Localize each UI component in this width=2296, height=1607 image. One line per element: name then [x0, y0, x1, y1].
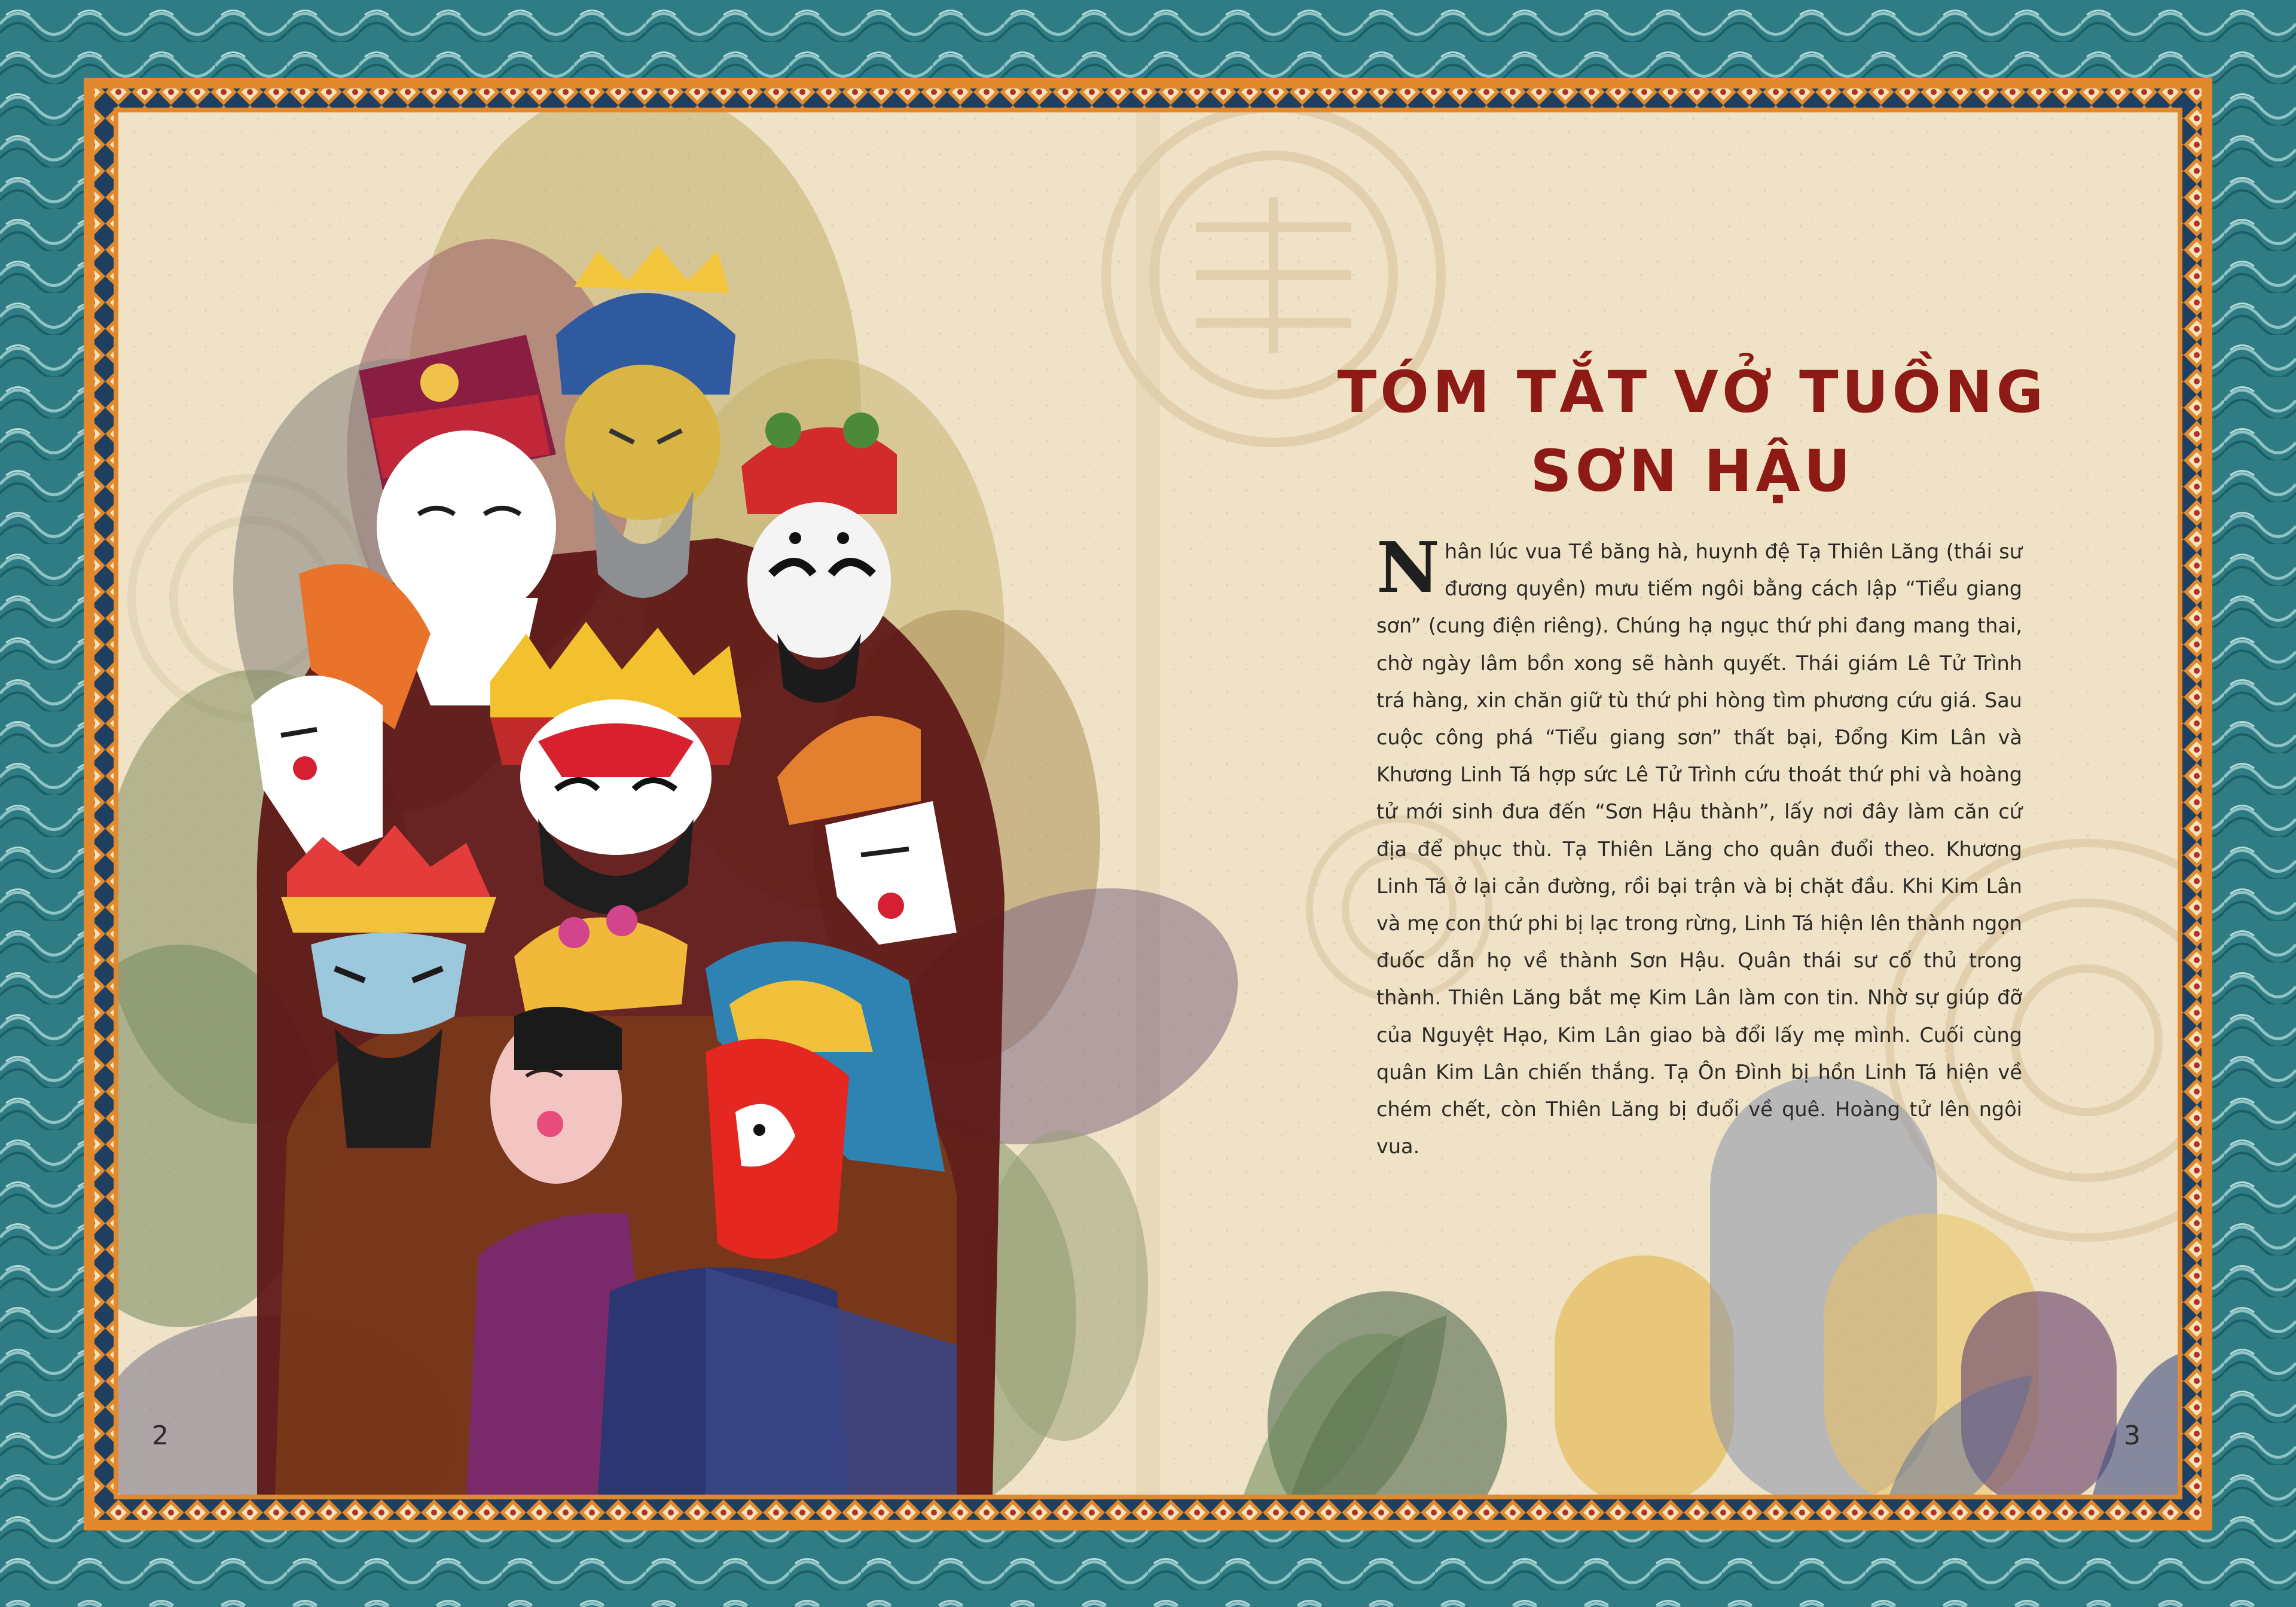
left-page-number: 2 — [152, 1420, 169, 1451]
drop-cap: N — [1376, 527, 1440, 609]
article-paragraph: hân lúc vua Tề băng hà, huynh đệ Tạ Thiên Lăng (thái sư đương quyền) mưu tiếm ngôi bằng cách lập “Tiểu giang sơn” (cung điện riêng). Chúng hạ ngục thứ phi đang mang thai, chờ ngày lâm bồn xong sẽ hành quyết. Thái giám Lê Tử Trình trá hàng, xin chăn giữ tù thứ phi hòng tìm phương cứu giá. Sau cuộc công phá “Tiểu giang sơn” thất bại, Đổng Kim Lân và Khương Linh Tá hợp sức Lê Tử Trình cứu thoát thứ phi và hoàng tử mới sinh đưa đến “Sơn Hậu thành”, lấy nơi đây làm căn cứ địa để phục thù. Tạ Thiên Lăng cho quân đuổi theo. Khương Linh Tá ở lại cản đường, rồi bại trận và bị chặt đầu. Khi Kim Lân và mẹ con thứ phi bị lạc trong rừng, Linh Tá hiện lên thành ngọn đuốc dẫn họ về thành Sơn Hậu. Quân thái sư cố thủ trong thành. Thiên Lăng bắt mẹ Kim Lân làm con tin. Nhờ sự giúp đỡ của Nguyệt Hạo, Kim Lân giao bà đổi lấy mẹ mình. Cuối cùng quân Kim Lân chiến thắng. Tạ Ôn Đình bị hồn Linh Tá hiện về chém chết, còn Thiên Lăng bị đuổi về quê. Hoàng tử lên ngôi vua. — [1376, 540, 2022, 1159]
article-body — [1376, 527, 2022, 1165]
page-title — [1303, 353, 2081, 511]
right-page-number: 3 — [2124, 1420, 2141, 1451]
page-title-line-2: SƠN HẬU — [1530, 438, 1854, 505]
page-title-line-1: TÓM TẮT VỞ TUỒNG — [1337, 359, 2047, 426]
